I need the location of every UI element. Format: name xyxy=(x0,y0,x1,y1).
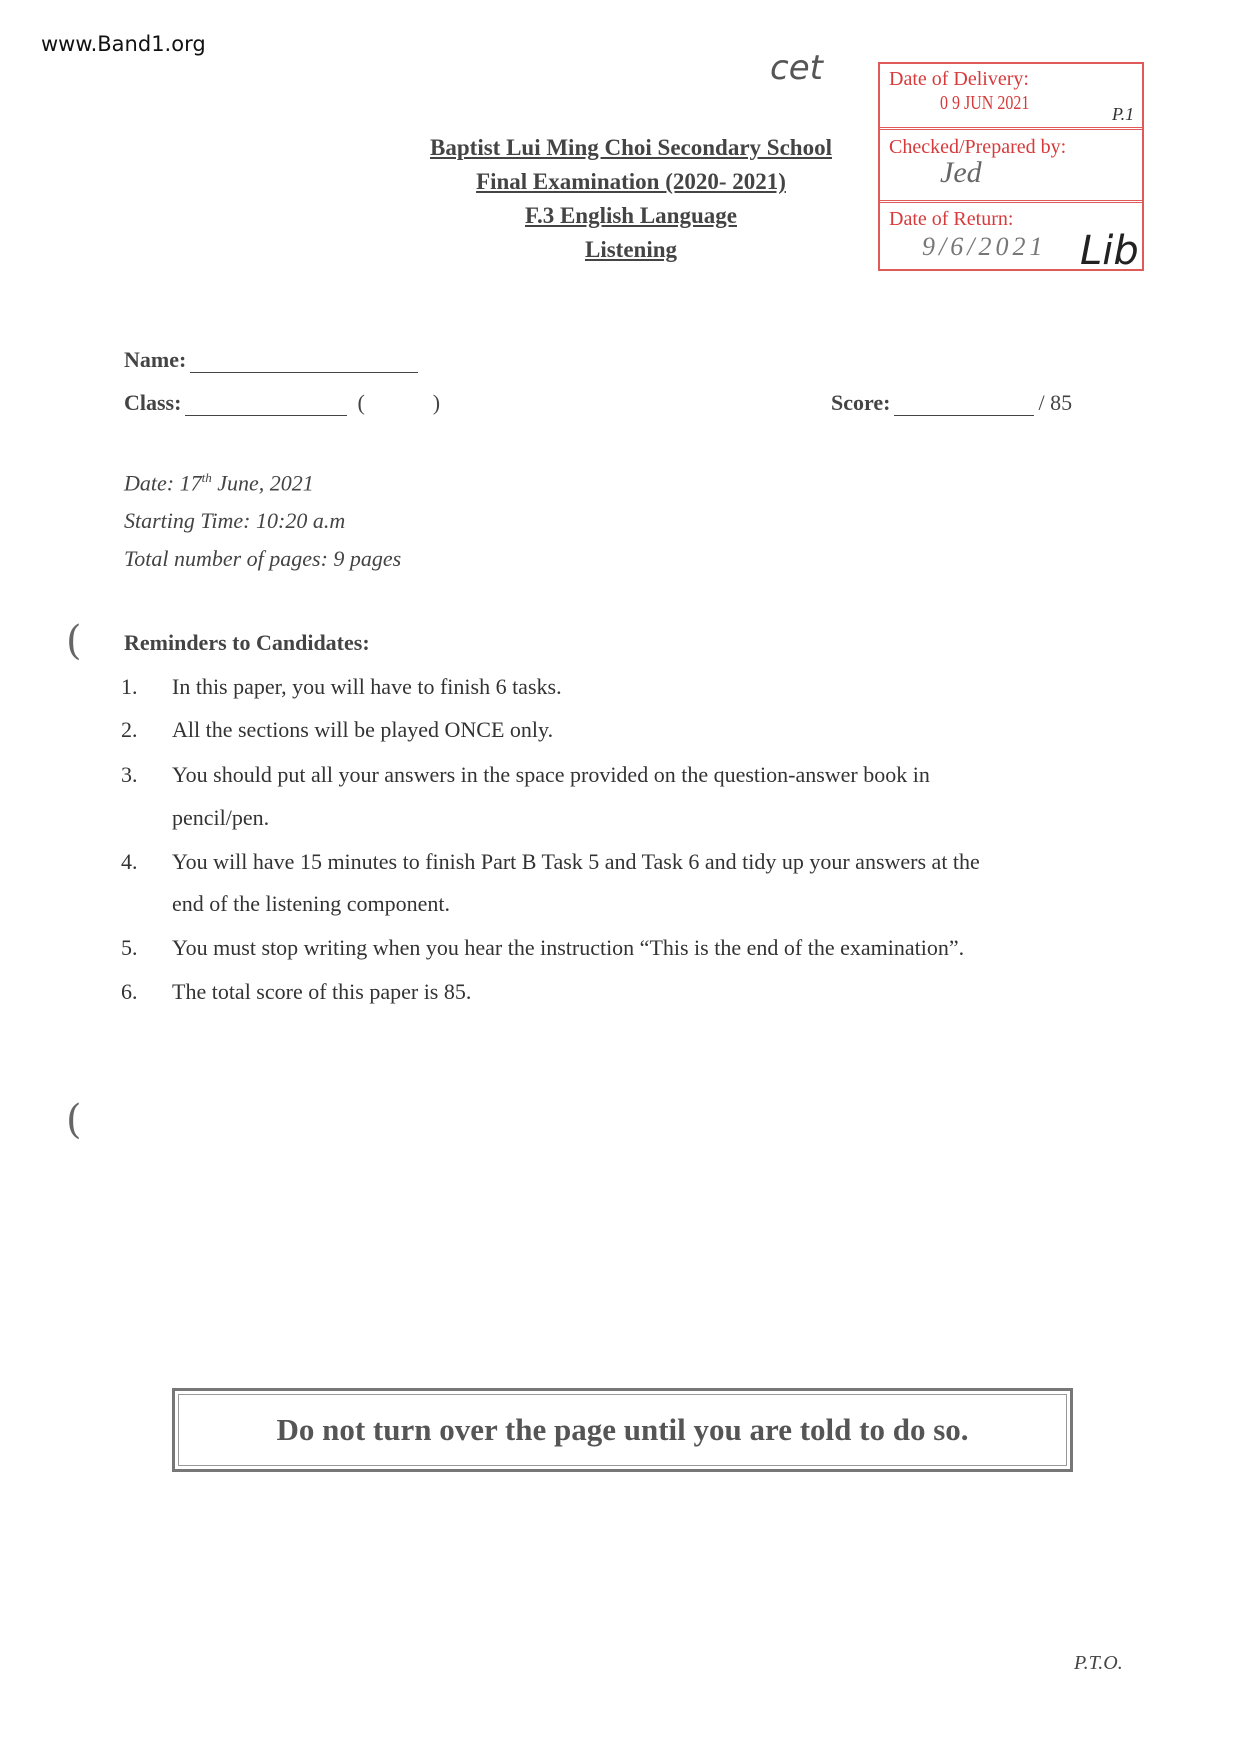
class-number-open: ( xyxy=(357,390,365,415)
subject-title: F.3 English Language xyxy=(525,203,737,228)
score-blank xyxy=(894,397,1034,416)
return-signature: Lib xyxy=(1080,228,1139,274)
reminder-number: 2. xyxy=(121,717,138,742)
handwritten-initials: cet xyxy=(770,48,823,88)
reminder-text: All the sections will be played ONCE only. xyxy=(172,717,554,742)
reminder-number: 4. xyxy=(121,849,138,874)
reminder-text: pencil/pen. xyxy=(172,805,270,830)
exam-date xyxy=(124,470,314,496)
page-number: P.1 xyxy=(1112,104,1135,124)
exam-title: Final Examination (2020- 2021) xyxy=(476,169,786,194)
reminders-title: Reminders to Candidates: xyxy=(124,630,370,655)
reminder-number: 6. xyxy=(121,979,138,1004)
class-label: Class: xyxy=(124,390,182,415)
binder-mark: ( xyxy=(66,618,82,664)
score-label: Score: xyxy=(831,390,891,415)
reminder-number: 5. xyxy=(121,935,138,960)
score-field xyxy=(831,390,1072,416)
date-prefix: Date: 17 xyxy=(124,470,202,496)
return-date: 9/6/2021 xyxy=(922,232,1047,261)
checked-signature: Jed xyxy=(940,156,982,189)
reminder-text: In this paper, you will have to finish 6 tasks. xyxy=(172,674,562,699)
notice-box: Do not turn over the page until you are told to do so. xyxy=(172,1388,1073,1472)
paper-title: Listening xyxy=(584,237,678,262)
binder-mark: ( xyxy=(66,1097,82,1143)
class-field xyxy=(124,390,440,416)
reminder-text: You should put all your answers in the space provided on the question-answer book in xyxy=(172,762,930,787)
name-blank xyxy=(190,354,418,373)
reminder-text: You will have 15 minutes to finish Part B Task 5 and Task 6 and tidy up your answers at the xyxy=(172,849,980,874)
watermark[interactable]: www.Band1.org xyxy=(41,32,206,56)
school-name: Baptist Lui Ming Choi Secondary School xyxy=(430,135,832,160)
delivery-label: Date of Delivery: xyxy=(889,68,1029,90)
name-label: Name: xyxy=(124,347,187,372)
date-sup: th xyxy=(201,470,212,485)
reminder-text: end of the listening component. xyxy=(172,891,450,916)
score-total: / 85 xyxy=(1038,390,1073,415)
return-label: Date of Return: xyxy=(889,208,1014,230)
name-field xyxy=(124,347,418,373)
checked-label: Checked/Prepared by: xyxy=(889,136,1067,158)
class-blank xyxy=(185,397,347,416)
starting-time: Starting Time: 10:20 a.m xyxy=(124,508,346,533)
total-pages: Total number of pages: 9 pages xyxy=(124,546,402,571)
reminder-number: 3. xyxy=(121,762,138,787)
pto-footer: P.T.O. xyxy=(1074,1652,1123,1674)
delivery-date: 0 9 JUN 2021 xyxy=(940,92,1030,114)
reminder-number: 1. xyxy=(121,674,138,699)
date-suffix: June, 2021 xyxy=(211,470,314,496)
class-number-close: ) xyxy=(432,390,441,415)
reminder-text: You must stop writing when you hear the instruction “This is the end of the examination”. xyxy=(172,935,965,960)
reminder-text: The total score of this paper is 85. xyxy=(172,979,472,1004)
